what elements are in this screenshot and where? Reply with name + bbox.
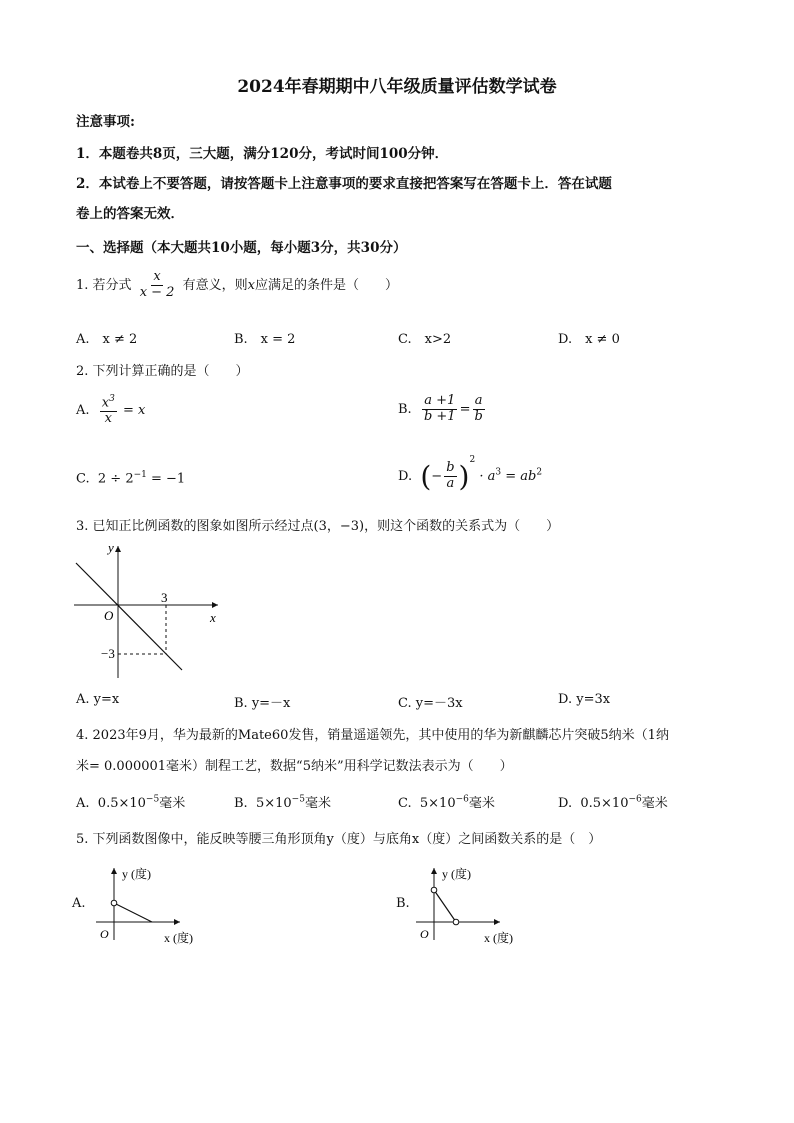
q4-c-base: 5×10 [419,796,456,811]
q4-b-exp: −5 [291,794,305,805]
q2-c-expr: 2 ÷ 2 [97,471,134,487]
q2-a-fraction [100,394,117,427]
q2-d-minus: − [431,469,443,484]
section-heading: 一、选择题（本大题共10小题，每小题3分，共30分） [76,240,407,256]
notice-item-2-line2: 卷上的答案无效． [76,206,184,222]
q3-stem: 3. 已知正比例函数的图象如图所示经过点(3，−3)，则这个函数的关系式为（ ） [76,519,560,534]
q2-b-eq: = [459,401,471,417]
q2-stem: 2. 下列计算正确的是（ ） [76,364,249,379]
q4-option-c [398,792,495,811]
q4-c-unit: 毫米 [468,796,495,811]
q4-b-base: 5×10 [255,796,292,811]
q4-a-label: A. [76,796,90,811]
q2-option-d [398,455,542,493]
q2-option-b [398,394,487,425]
q2-a-den: x [104,411,112,427]
q2-b-left-fraction [422,394,458,425]
q4-a-base: 0.5×10 [97,796,146,811]
q4-d-unit: 毫米 [641,796,668,811]
q1-var: x [247,277,255,293]
q2-d-label: D. [398,469,413,484]
question-1 [76,270,398,301]
q1-option-b: B. x = 2 [234,332,296,347]
q5-stem: 5. 下列函数图像中，能反映等腰三角形顶角y（度）与底角x（度）之间函数关系的是（ ） [76,832,602,847]
q2-a-num: x [101,395,110,411]
q4-d-label: D. [558,796,573,811]
q2-d-fraction [444,461,456,492]
q2-a-num-exp: 3 [109,394,115,404]
q4-d-base: 0.5×10 [580,796,629,811]
tick-label-x: 3 [161,590,168,605]
notice-item-2-line1: 2．本试卷上不要答题，请按答题卡上注意事项的要求直接把答案写在答题卡上．答在试题 [76,176,612,192]
origin-label: O [100,927,109,941]
q1-fraction [138,270,177,301]
q2-b-left-den: b +1 [423,408,456,424]
q1-option-a: A. x ≠ 2 [76,332,138,347]
q2-b-right-num: a [474,393,483,408]
q2-d-den: a [446,476,455,491]
function-line [434,890,456,922]
q2-c-rhs: = −1 [151,471,186,487]
notice-heading: 注意事项: [76,114,135,130]
q4-option-b [234,792,331,811]
q2-d-right-paren: ) [458,460,470,493]
q5-graph-b [412,862,532,952]
q1-frac-num: x [153,269,161,284]
q2-option-a [76,394,145,427]
function-line [114,903,152,922]
q3-option-c: C. y=－3x [398,696,463,711]
q2-option-c [76,470,185,486]
q1-suffix: 有意义，则 [182,277,248,293]
q1-suffix2: 应满足的条件是（ ） [254,277,398,293]
open-point-top [431,887,437,893]
q4-c-exp: −6 [455,794,469,805]
open-point-bottom [453,919,459,925]
q2-b-right-den: b [474,408,483,424]
q2-c-label: C. [76,471,90,487]
q2-d-num: b [446,460,455,476]
notice-item-1: 1．本题卷共8页，三大题，满分120分，考试时间100分钟． [76,146,449,162]
q4-a-exp: −5 [145,794,160,805]
q2-b-right-fraction [472,394,484,425]
q5-graph-a [92,862,212,952]
q3-option-b: B. y=－x [234,696,291,711]
q2-d-exp: 2 [469,455,476,465]
q1-frac-den: x − 2 [139,284,175,300]
q5-option-a-label: A. [72,896,86,911]
q1-option-c: C. x>2 [398,332,452,347]
q2-d-rhs: = ab [505,469,537,484]
open-point [111,900,117,906]
q4-d-exp: −6 [628,794,642,805]
tick-label-y: −3 [101,646,115,661]
origin-label: O [104,608,114,623]
q2-c-exp: −1 [133,470,147,480]
q1-prefix: 1. 若分式 [76,277,132,293]
q2-b-label: B. [398,401,412,417]
q3-graph [70,538,230,683]
q4-option-a [76,792,185,811]
x-axis-label: x [210,610,216,625]
q3-option-a: A. y=x [76,692,120,707]
q2-d-exp2: 3 [495,467,502,478]
q2-d-exp3: 2 [536,467,543,478]
page-title: 2024年春期期中八年级质量评估数学试卷 [237,77,557,97]
q4-stem-line1: 4. 2023年9月，华为最新的Mate60发售，销量遥遥领先，其中使用的华为新麒麟芯片突破5纳米（1纳 [76,728,669,743]
q2-d-mid: · a [479,469,496,484]
q5-option-b-label: B. [396,896,410,911]
q2-a-rhs: = x [123,403,146,419]
q1-option-d: D. x ≠ 0 [558,332,620,347]
q4-stem-line2: 米= 0.000001毫米）制程工艺，数据“5纳米”用科学记数法表示为（ ） [76,759,513,774]
origin-label: O [420,927,429,941]
q2-a-label: A. [76,403,90,419]
x-axis-label: x (度) [484,931,513,945]
q2-b-left-num: a +1 [424,393,456,408]
q3-option-d: D. y=3x [558,692,611,707]
q4-option-d [558,792,668,811]
y-axis-label: y (度) [442,867,471,881]
q4-c-label: C. [398,796,412,811]
q4-b-label: B. [234,796,248,811]
q4-a-unit: 毫米 [159,796,186,811]
y-axis-label: y (度) [122,867,151,881]
q2-d-left-paren: ( [420,460,432,493]
q4-b-unit: 毫米 [304,796,331,811]
x-axis-label: x (度) [164,931,193,945]
y-axis-label: y [108,540,114,555]
